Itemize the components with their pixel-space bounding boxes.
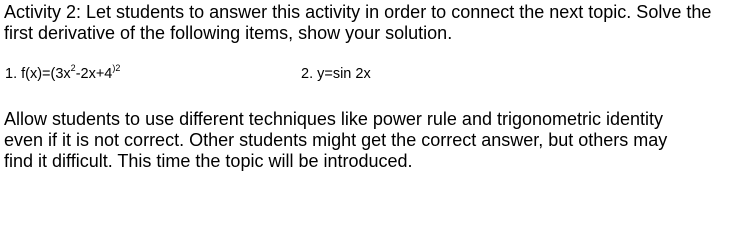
note-line-1: Allow students to use different techniques like power rule and trigonometric identity xyxy=(4,109,664,129)
item-1-text-b: -2x+4 xyxy=(75,66,113,82)
problem-item-2 xyxy=(301,65,371,83)
instructions-line-2: first derivative of the following items, show your solution. xyxy=(4,23,453,43)
item-1-exponent-b: )2 xyxy=(112,63,121,74)
item-1-exponent-a: 2 xyxy=(70,63,76,74)
item-1-text-a: 1. f(x)=(3x xyxy=(5,66,71,82)
problem-item-1 xyxy=(5,65,120,83)
note-line-2: even if it is not correct. Other students might get the correct answer, but others may xyxy=(4,130,668,150)
activity-instructions xyxy=(4,2,711,44)
teacher-note xyxy=(4,109,667,172)
item-2-text: 2. y=sin 2x xyxy=(301,66,371,82)
instructions-line-1: Activity 2: Let students to answer this activity in order to connect the next topic. Solve the xyxy=(4,2,712,22)
note-line-3: find it difficult. This time the topic will be introduced. xyxy=(4,151,413,171)
